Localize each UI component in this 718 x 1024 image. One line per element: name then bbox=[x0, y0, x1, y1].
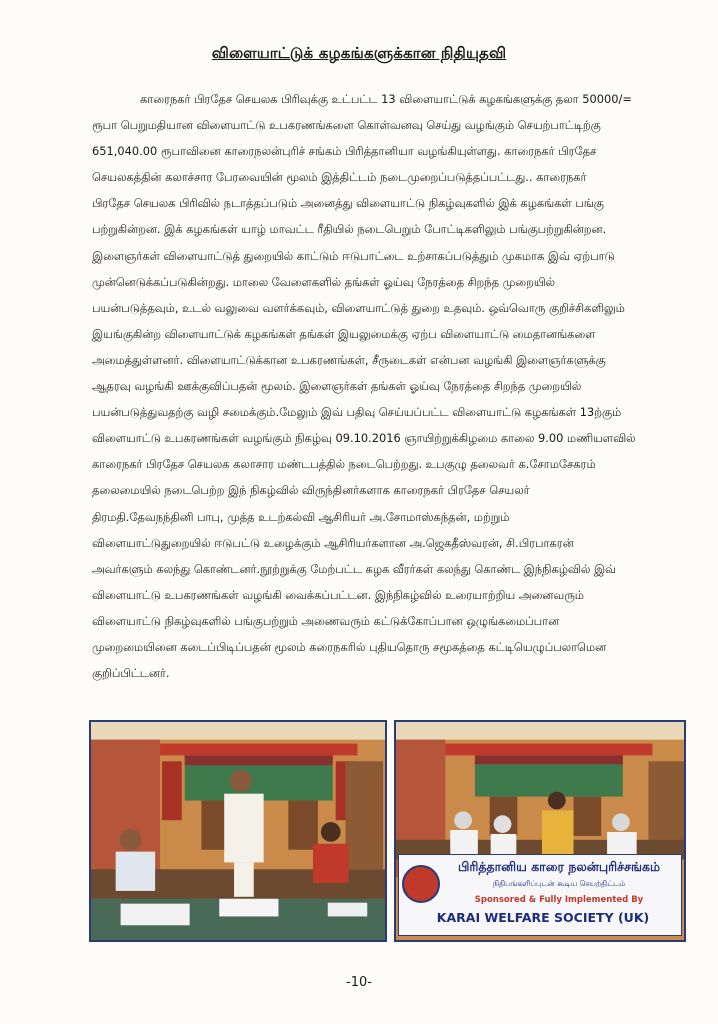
event-photo-left-illustration bbox=[91, 722, 385, 940]
body-line: காரைநகர் பிரதேச செயலக பிரிவுக்கு உட்பட்ட 13 விளையாட்டுக் கழகங்களுக்கு தலா 50000/= bbox=[140, 92, 632, 106]
body-line: பயன்படுத்தவும், உடல் வலுவை வளர்க்கவும், விளையாட்டுத் துறை உதவும். ஒவ்வொரு குறிச்சிகளிலும் bbox=[92, 300, 625, 315]
document-title: விளையாட்டுக் கழகங்களுக்கான நிதியுதவி bbox=[211, 44, 507, 62]
banner-society-name: KARAI WELFARE SOCIETY (UK) bbox=[436, 910, 650, 925]
event-photo-right bbox=[394, 720, 686, 942]
banner-tamil-subtitle: நிதிபங்களிப்புடன் கூடிய செயற்திட்டம் bbox=[492, 879, 626, 888]
event-photo-left bbox=[89, 720, 387, 942]
society-logo-icon bbox=[402, 865, 440, 903]
body-line: அமைத்துள்ளனர். விளையாட்டுக்கான உபகரணங்கள், சீருடைகள் என்பன வழங்கி இளைஞர்களுக்கு bbox=[92, 352, 606, 367]
body-line: திரமதி.தேவநந்தினி பாபு, முத்த உடற்கல்வி ஆசிரியர் அ.சோமாஸ்கந்தன், மற்றும் bbox=[92, 509, 510, 524]
body-line: இயங்குகின்ற விளையாட்டுக் கழகங்கள் தங்கள் இயலுமைக்கு ஏற்ப விளையாட்டு மைதானங்களை bbox=[92, 326, 596, 341]
body-line: விளையாட்டு உபகரணங்கள் வழங்கும் நிகழ்வு 09.10.2016 ஞாயிற்றுக்கிழமை காலை 9.00 மணியளவில் bbox=[92, 431, 636, 446]
body-line: பிரதேச செயலக பிரிவில் நடாத்தப்படும் அனைத்து விளையாட்டு நிகழ்வுகளில் இக் கழகங்கள் பங்கு bbox=[92, 196, 604, 211]
body-line: பற்றுகின்றன. இக் கழகங்கள் யாழ் மாவட்ட ரீதியில் நடைபெறும் போட்டிகளிலும் பங்குபற்றுகின்றன. bbox=[92, 222, 607, 237]
body-line: இளைஞர்கள் விளையாட்டுத் துறையில் காட்டும் ஈடுபாட்டை உற்சாகப்படுத்தும் முகமாக இவ் ஏற்பாடு bbox=[92, 248, 615, 263]
page-number: -10- bbox=[346, 975, 372, 990]
body-line: குறிப்பிட்டனர். bbox=[92, 666, 170, 681]
body-line: செயலகத்தின் கலாச்சார பேரவையின் மூலம் இத்திட்டம் நடைமுறைப்படுத்தப்பட்டது.. காரைநகர் bbox=[92, 170, 587, 185]
banner-tamil-title: பிரித்தானிய காரை நலன்புரிச்சங்கம் bbox=[457, 859, 661, 874]
body-line: காரைநகர் பிரதேச செயலக கலாசார மண்டபத்தில் நடைபெற்றது. உபகுழு தலைவர் க.சோமசேகரம் bbox=[92, 457, 596, 472]
body-line: 651,040.00 ரூபாவினை காரைநலன்புரிச் சங்கம் பிரித்தானியா வழங்கியுள்ளது. காரைநகர் பிரதேச bbox=[92, 144, 597, 159]
sponsor-banner bbox=[398, 854, 682, 936]
body-line: அவர்களும் கலந்து கொண்டனர்.நூற்றுக்கு மேற்பட்ட கழக வீரர்கள் கலந்து கொண்ட இந்நிகழ்வில் இவ் bbox=[92, 561, 616, 576]
body-line: முன்னெடுக்கப்படுகின்றது. மாலை வேளைகளில் தங்கள் ஓய்வு நேரத்தை சிறந்த முறையில் bbox=[92, 274, 555, 289]
body-paragraph bbox=[92, 86, 686, 686]
body-line: ரூபா பெறுமதியான விளையாட்டு உபகரணங்களை கொள்வனவு செய்து வழங்கும் செயற்பாட்டிற்கு bbox=[92, 118, 601, 133]
banner-sponsor-line: Sponsored & Fully Implemented By bbox=[474, 895, 644, 905]
body-line: விளையாட்டு நிகழ்வுகளில் பங்குபற்றும் அணைவரும் கட்டுக்கோப்பான ஒழுங்கமைப்பான bbox=[92, 613, 560, 628]
body-line: தலைமையில் நடைபெற்ற இந் நிகழ்வில் விருந்தினர்களாக காரைநகர் பிரதேச செயலர் bbox=[92, 483, 530, 498]
body-line: முறைமையினை கடைப்பிடிப்பதன் மூலம் கரைநகரில் புதியதொரு சமூகத்தை கட்டியெழுப்பலாமென bbox=[92, 639, 607, 654]
body-line: விளையாட்டு உபகரணங்கள் வழங்கி வைக்கப்பட்டன. இந்நிகழ்வில் உரையாற்றிய அனைவரும் bbox=[92, 587, 584, 602]
body-line: பயன்படுத்துவதற்கு வழி சமைக்கும்.மேலும் இவ் பதிவு செய்யப்பட்ட விளையாட்டு கழகங்கள் 13ற்கும் bbox=[92, 405, 622, 420]
body-line: விளையாட்டுதுறையில் ஈடுபட்டு உழைக்கும் ஆசிரியர்களான அ.ஜெகதீஸ்வரன், சி.பிரபாகரன் bbox=[92, 535, 574, 550]
body-line: ஆதரவு வழங்கி ஊக்குவிப்பதன் மூலம். இளைஞர்கள் தங்கள் ஓய்வு நேரத்தை சிறந்த முறையில் bbox=[92, 379, 582, 394]
